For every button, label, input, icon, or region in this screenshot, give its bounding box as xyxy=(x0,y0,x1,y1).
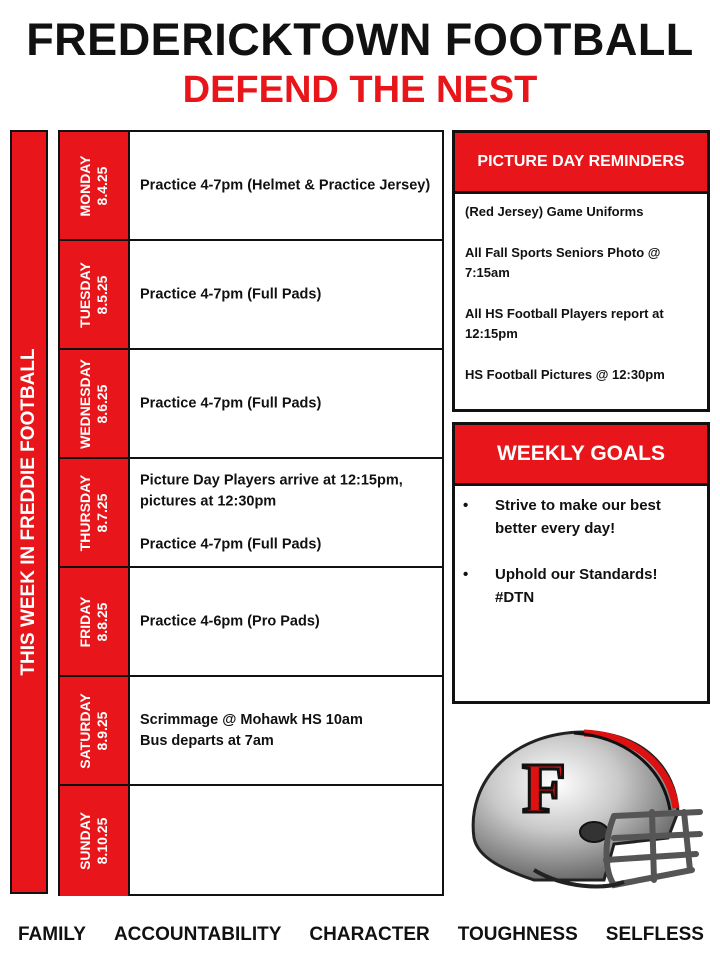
day-label xyxy=(60,459,130,566)
page-subtitle: DEFEND THE NEST xyxy=(182,69,538,111)
schedule-row-friday xyxy=(60,568,442,677)
day-name: MONDAY xyxy=(77,155,93,216)
day-events xyxy=(140,175,434,196)
day-name: THURSDAY xyxy=(77,474,93,551)
list-item: All Fall Sports Seniors Photo @ 7:15am xyxy=(465,245,661,280)
day-date: 8.4.25 xyxy=(94,166,110,205)
schedule-row-saturday xyxy=(60,677,442,786)
weekly-goals-header: WEEKLY GOALS xyxy=(455,425,707,486)
weekly-goals-panel xyxy=(452,422,710,704)
day-date: 8.9.25 xyxy=(94,711,110,750)
day-label xyxy=(60,786,130,896)
day-events xyxy=(140,611,434,632)
football-helmet-icon xyxy=(464,720,704,895)
list-item: HS Football Pictures @ 12:30pm xyxy=(465,367,665,382)
core-value: CHARACTER xyxy=(309,924,430,945)
core-value: TOUGHNESS xyxy=(457,924,578,945)
day-date: 8.6.25 xyxy=(94,384,110,423)
weekly-goals-list xyxy=(455,486,707,609)
day-label xyxy=(60,568,130,675)
schedule-row-wednesday xyxy=(60,350,442,459)
day-name: FRIDAY xyxy=(77,596,93,647)
list-item: • Uphold our Standards! #DTN xyxy=(463,563,697,609)
event-text: Practice 4-7pm (Full Pads) xyxy=(140,536,322,552)
list-item: • Strive to make our best better every day! xyxy=(463,494,697,540)
day-label xyxy=(60,350,130,457)
day-date: 8.7.25 xyxy=(94,493,110,532)
day-events xyxy=(140,284,434,305)
event-text: Picture Day Players arrive at 12:15pm, pictures at 12:30pm xyxy=(140,472,403,509)
day-name: TUESDAY xyxy=(77,261,93,328)
day-name: WEDNESDAY xyxy=(77,358,93,449)
event-text: Practice 4-7pm (Helmet & Practice Jersey) xyxy=(140,177,431,193)
schedule-row-sunday xyxy=(60,786,442,896)
event-text: Practice 4-6pm (Pro Pads) xyxy=(140,613,320,629)
day-label xyxy=(60,132,130,239)
day-name: SUNDAY xyxy=(77,812,93,870)
list-item: (Red Jersey) Game Uniforms xyxy=(465,204,644,219)
side-banner-text: THIS WEEK IN FREDDIE FOOTBALL xyxy=(18,348,39,676)
day-label xyxy=(60,241,130,348)
core-value: FAMILY xyxy=(18,924,86,945)
core-value: SELFLESS xyxy=(605,924,704,945)
core-values-bar xyxy=(0,918,720,952)
day-events xyxy=(140,710,434,752)
weekly-schedule xyxy=(58,130,444,896)
schedule-row-thursday xyxy=(60,459,442,568)
page-title: FREDERICKTOWN FOOTBALL xyxy=(26,14,694,65)
picture-day-list xyxy=(455,194,707,385)
day-events xyxy=(140,470,434,555)
schedule-row-monday xyxy=(60,132,442,241)
event-text: Practice 4-7pm (Full Pads) xyxy=(140,395,322,411)
schedule-row-tuesday xyxy=(60,241,442,350)
day-name: SATURDAY xyxy=(77,692,93,769)
event-text: Practice 4-7pm (Full Pads) xyxy=(140,286,322,302)
event-text: Scrimmage @ Mohawk HS 10am xyxy=(140,711,363,728)
helmet-letter: F xyxy=(522,748,566,828)
picture-day-header: PICTURE DAY REMINDERS xyxy=(455,133,707,194)
day-date: 8.5.25 xyxy=(94,275,110,314)
core-value: ACCOUNTABILITY xyxy=(113,924,282,945)
picture-day-panel xyxy=(452,130,710,412)
day-events xyxy=(140,393,434,414)
day-date: 8.10.25 xyxy=(94,817,110,865)
day-label xyxy=(60,677,130,784)
list-item: All HS Football Players report at 12:15pm xyxy=(465,306,664,341)
event-text: Bus departs at 7am xyxy=(140,732,274,749)
day-date: 8.8.25 xyxy=(94,602,110,641)
side-banner xyxy=(10,130,48,894)
